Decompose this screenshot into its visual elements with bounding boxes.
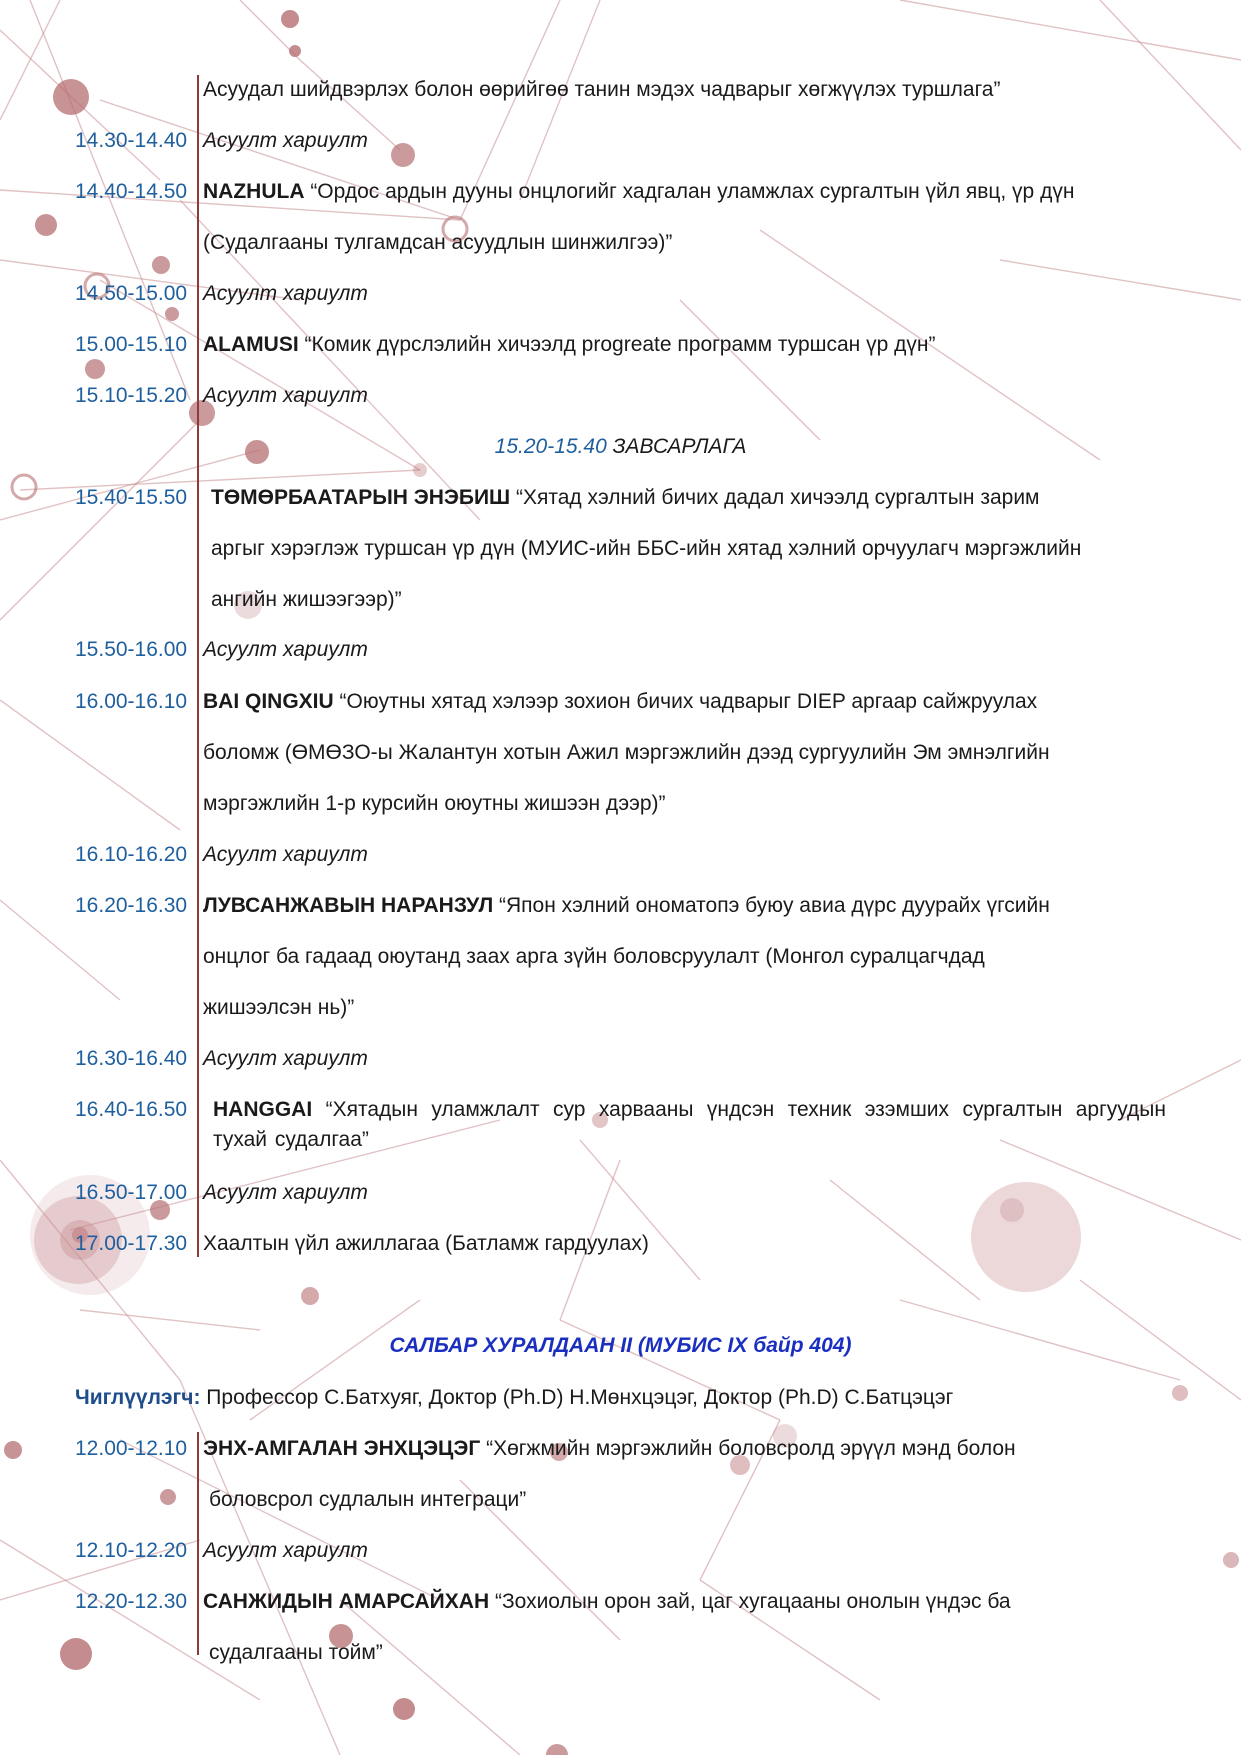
time-range: 14.30-14.40 xyxy=(75,129,188,152)
presentation-title-line: боломж (ӨМӨЗО-ы Жалантун хотын Ажил мэргэжлийн дээд сургуулийн Эм эмнэлгийн xyxy=(203,741,1050,764)
time-range: 15.50-16.00 xyxy=(75,638,188,661)
break-label: ЗАВСАРЛАГА xyxy=(606,435,747,458)
presentation-title: “Хятадын уламжлалт сур харвааны үндсэн техник эзэмших сургалтын аргуудын тухай судалгаа” xyxy=(213,1098,1166,1151)
time-range: 16.30-16.40 xyxy=(75,1047,188,1070)
section-title: САЛБАР ХУРАЛДААН II (МУБИС IX байр 404) xyxy=(389,1334,852,1357)
presentation-title-line: жишээлсэн нь)” xyxy=(203,996,355,1019)
time-range: 12.20-12.30 xyxy=(75,1590,188,1613)
presentation-title-line: судалгааны тойм” xyxy=(209,1641,383,1664)
qa-label: Асуулт хариулт xyxy=(203,843,368,866)
qa-label: Асуулт хариулт xyxy=(203,129,368,152)
presentation-title: “Япон хэлний ономатопэ буюу авиа дүрс дуурайх үгсийн xyxy=(493,894,1050,917)
presenter-name: HANGGAI xyxy=(213,1098,313,1121)
presenter-name: ЛУВСАНЖАВЫН НАРАНЗУЛ xyxy=(203,894,494,917)
break-time: 15.20-15.40 xyxy=(494,435,607,458)
time-range: 16.00-16.10 xyxy=(75,690,188,713)
presentation-title: “Хятад хэлний бичих дадал хичээлд сургалтын зарим xyxy=(510,486,1040,509)
presentation-title: “Комик дүрслэлийн хичээлд progreate программ туршсан үр дүн” xyxy=(298,333,936,356)
presentation-title: “Оюутны хятад хэлээр зохион бичих чадварыг DIEP аргаар сайжруулах xyxy=(333,690,1038,713)
time-range: 14.40-14.50 xyxy=(75,180,188,203)
time-range: 16.40-16.50 xyxy=(75,1098,188,1121)
time-range: 15.00-15.10 xyxy=(75,333,188,356)
section-heading xyxy=(0,1320,1241,1371)
qa-label: Асуулт хариулт xyxy=(203,1181,368,1204)
time-range: 16.50-17.00 xyxy=(75,1181,188,1204)
presentation-title-line: онцлог ба гадаад оюутанд заах арга зүйн боловсруулалт (Монгол суралцагчдад xyxy=(203,945,985,968)
qa-label: Асуулт хариулт xyxy=(203,384,368,407)
presenter-name: САНЖИДЫН АМАРСАЙХАН xyxy=(203,1590,490,1613)
time-range: 15.10-15.20 xyxy=(75,384,188,407)
presentation-title-line: ангийн жишээгээр)” xyxy=(211,588,402,611)
presentation-title-line: аргыг хэрэглэж туршсан үр дүн (МУИС-ийн ББС-ийн хятад хэлний орчуулагч мэргэжлийн xyxy=(211,537,1082,560)
time-range: 17.00-17.30 xyxy=(75,1232,188,1255)
presentation-title: “Хөгжмийн мэргэжлийн боловсролд эрүүл мэнд болон xyxy=(480,1437,1016,1460)
time-range: 14.50-15.00 xyxy=(75,282,188,305)
moderators-line xyxy=(75,1372,1166,1423)
qa-label: Асуулт хариулт xyxy=(203,1047,368,1070)
qa-label: Асуулт хариулт xyxy=(203,1539,368,1562)
moderator-label: Чиглүүлэгч: xyxy=(75,1386,201,1409)
qa-label: Асуулт хариулт xyxy=(203,282,368,305)
presenter-name: BAI QINGXIU xyxy=(203,690,334,713)
presenter-name: ALAMUSI xyxy=(203,333,299,356)
qa-label: Асуулт хариулт xyxy=(203,638,368,661)
presentation-title-line: боловсрол судлалын интеграци” xyxy=(209,1488,527,1511)
moderator-names: Профессор С.Батхуяг, Доктор (Ph.D) Н.Мөнхцэцэг, Доктор (Ph.D) С.Батцэцэг xyxy=(200,1386,954,1409)
break-line xyxy=(0,421,1241,472)
continued-text: Асуудал шийдвэрлэх болон өөрийгөө танин мэдэх чадварыг хөгжүүлэх туршлага” xyxy=(203,78,1001,101)
time-range: 16.20-16.30 xyxy=(75,894,188,917)
time-range: 15.40-15.50 xyxy=(75,486,188,509)
time-range: 12.00-12.10 xyxy=(75,1437,188,1460)
presentation-title: “Зохиолын орон зай, цаг хугацааны онолын үндэс ба xyxy=(489,1590,1011,1613)
presentation-title-line: (Судалгааны тулгамдсан асуудлын шинжилгээ)” xyxy=(203,231,673,254)
presenter-name: ЭНХ-АМГАЛАН ЭНХЦЭЦЭГ xyxy=(203,1437,481,1460)
presenter-name: ТӨМӨРБААТАРЫН ЭНЭБИШ xyxy=(211,486,511,509)
time-range: 12.10-12.20 xyxy=(75,1539,188,1562)
presentation-title-line: мэргэжлийн 1-р курсийн оюутны жишээн дээр)” xyxy=(203,792,666,815)
closing-text: Хаалтын үйл ажиллагаа (Батламж гардуулах) xyxy=(203,1232,649,1255)
presenter-name: NAZHULA xyxy=(203,180,305,203)
presentation-title: “Ордос ардын дууны онцлогийг хадгалан уламжлах сургалтын үйл явц, үр дүн xyxy=(304,180,1075,203)
time-range: 16.10-16.20 xyxy=(75,843,188,866)
